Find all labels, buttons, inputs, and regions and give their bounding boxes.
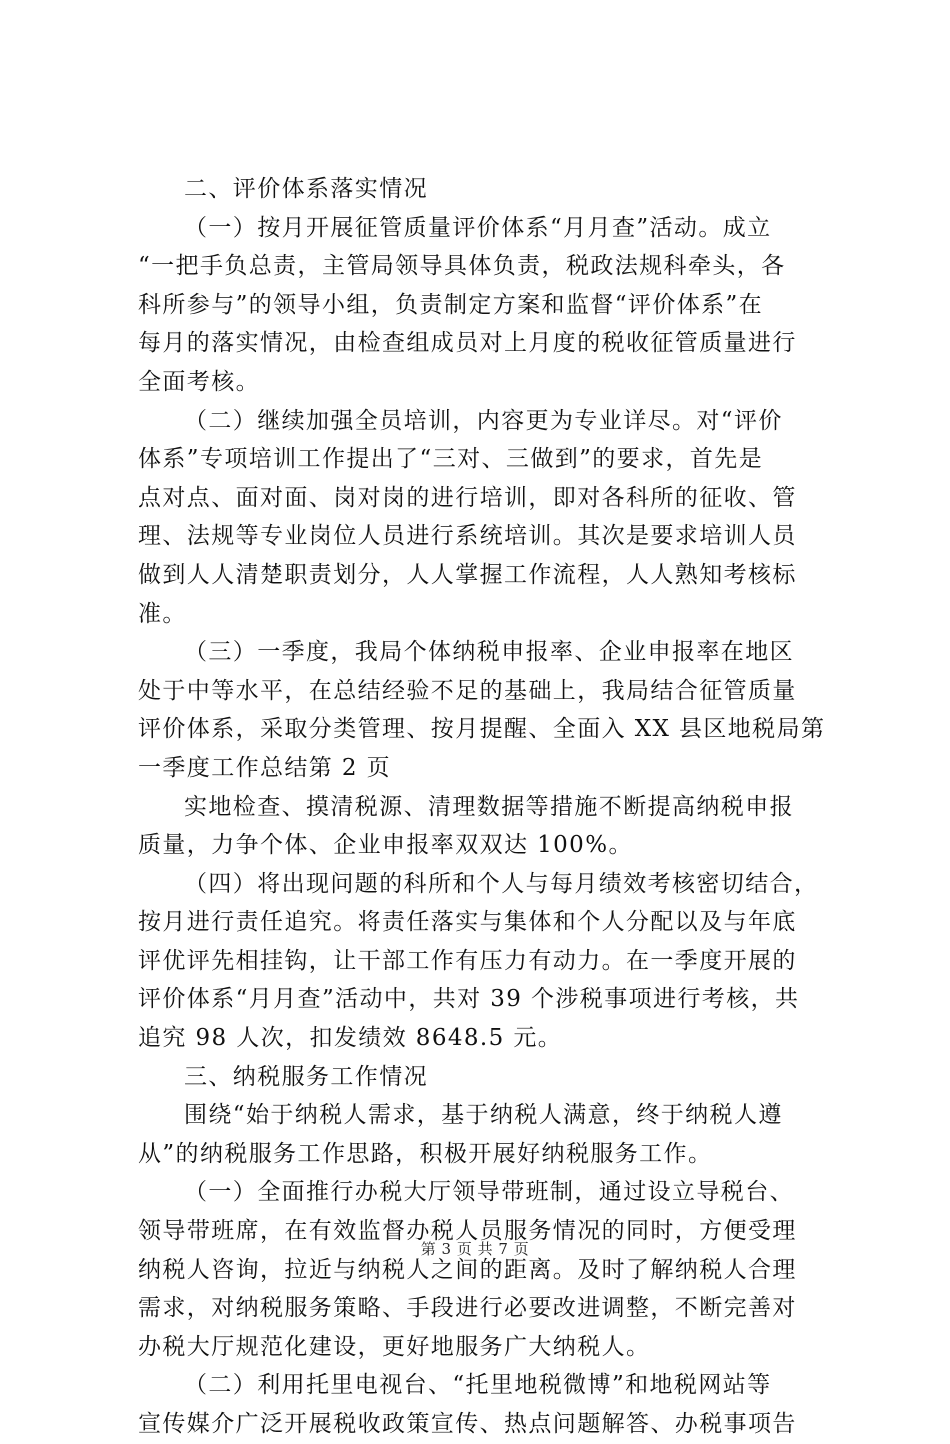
paragraph-line: 体系”专项培训工作提出了“三对、三做到”的要求，首先是 — [138, 446, 764, 473]
paragraph-line: 领导带班席，在有效监督办税人员服务情况的同时，方便受理 — [138, 1218, 797, 1245]
paragraph-line: 纳税人咨询，拉近与纳税人之间的距离。及时了解纳税人合理 — [138, 1256, 797, 1283]
paragraph-line: （四）将出现问题的科所和个人与每月绩效考核密切结合， — [184, 870, 819, 897]
paragraph-line: 围绕“始于纳税人需求，基于纳税人满意，终于纳税人遵 — [184, 1102, 783, 1129]
page-number-footer: 第 3 页 共 7 页 — [420, 1240, 530, 1258]
paragraph-line: 需求，对纳税服务策略、手段进行必要改进调整，不断完善对 — [138, 1295, 797, 1322]
section-heading: 二、评价体系落实情况 — [184, 176, 428, 202]
paragraph-line: （二）继续加强全员培训，内容更为专业详尽。对“评价 — [184, 407, 783, 434]
paragraph-line: 宣传媒介广泛开展税收政策宣传、热点问题解答、办税事项告 — [138, 1411, 797, 1437]
paragraph-line: 准。 — [138, 600, 187, 627]
paragraph-line: 质量，力争个体、企业申报率双双达 100%。 — [138, 832, 633, 859]
paragraph-line: 科所参与”的领导小组，负责制定方案和监督“评价体系”在 — [138, 291, 764, 318]
section-heading: 三、纳税服务工作情况 — [184, 1063, 428, 1090]
paragraph-line: 做到人人清楚职责划分，人人掌握工作流程，人人熟知考核标 — [138, 561, 797, 588]
paragraph-line: （一）全面推行办税大厅领导带班制，通过设立导税台、 — [184, 1179, 794, 1206]
paragraph-line: 实地检查、摸清税源、清理数据等措施不断提高纳税申报 — [184, 793, 794, 820]
paragraph-line: 按月进行责任追究。将责任落实与集体和个人分配以及与年底 — [138, 909, 797, 936]
paragraph-line: 一季度工作总结第 2 页 — [138, 754, 392, 781]
paragraph-line: 点对点、面对面、岗对岗的进行培训，即对各科所的征收、管 — [138, 484, 797, 511]
paragraph-line: 评价体系，采取分类管理、按月提醒、全面入 XX 县区地税局第 — [138, 716, 826, 743]
paragraph-line: 办税大厅规范化建设，更好地服务广大纳税人。 — [138, 1333, 651, 1360]
paragraph-line: 处于中等水平，在总结经验不足的基础上，我局结合征管质量 — [138, 677, 797, 704]
paragraph-line: 追究 98 人次，扣发绩效 8648.5 元。 — [138, 1025, 563, 1052]
paragraph-line: 每月的落实情况，由检查组成员对上月度的税收征管质量进行 — [138, 330, 797, 357]
paragraph-line: （一）按月开展征管质量评价体系“月月查”活动。成立 — [184, 214, 772, 241]
paragraph-line: 评价体系“月月查”活动中，共对 39 个涉税事项进行考核，共 — [138, 986, 800, 1013]
paragraph-line: 全面考核。 — [138, 368, 260, 395]
paragraph-line: （三）一季度，我局个体纳税申报率、企业申报率在地区 — [184, 639, 794, 666]
paragraph-line: “一把手负总责，主管局领导具体负责，税政法规科牵头，各 — [138, 253, 786, 280]
paragraph-line: 理、法规等专业岗位人员进行系统培训。其次是要求培训人员 — [138, 523, 797, 550]
paragraph-line: （二）利用托里电视台、“托里地税微博”和地税网站等 — [184, 1372, 772, 1399]
paragraph-line: 评优评先相挂钩，让干部工作有压力有动力。在一季度开展的 — [138, 947, 797, 974]
paragraph-line: 从”的纳税服务工作思路，积极开展好纳税服务工作。 — [138, 1140, 713, 1167]
